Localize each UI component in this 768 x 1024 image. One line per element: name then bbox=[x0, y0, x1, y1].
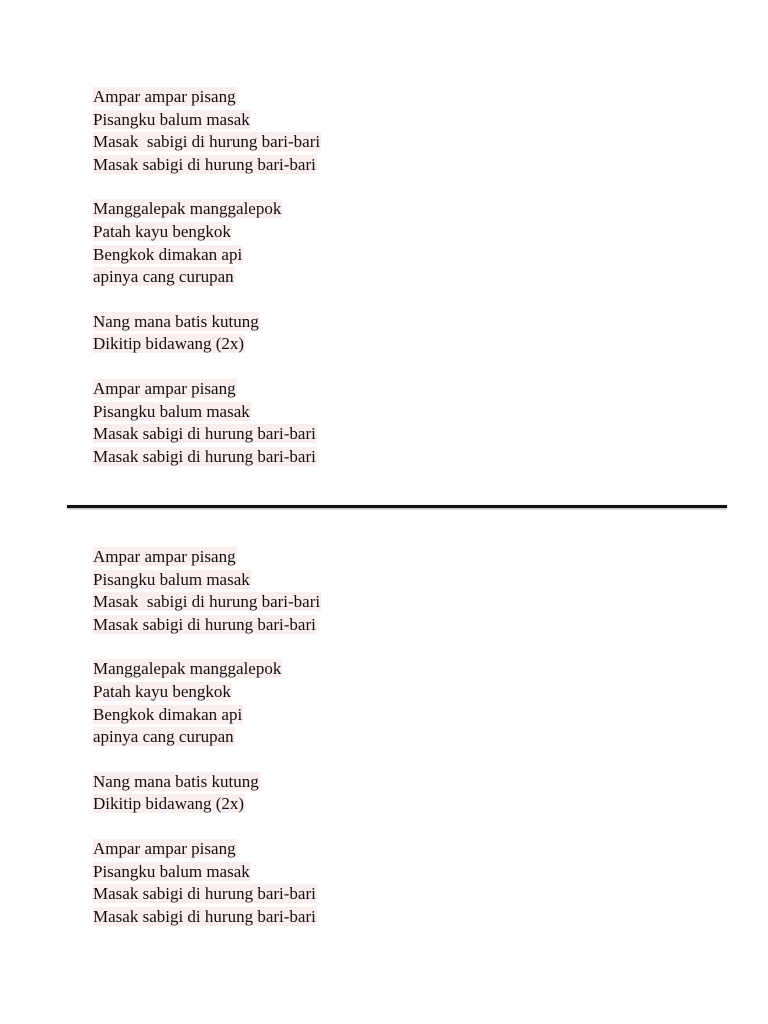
lyric-line: Pisangku balum masak bbox=[93, 401, 250, 421]
lyric-line: apinya cang curupan bbox=[93, 727, 234, 747]
lyric-line: Dikitip bidawang (2x) bbox=[93, 334, 245, 354]
stanza bbox=[93, 378, 513, 468]
lyric-line: Pisangku balum masak bbox=[93, 861, 250, 881]
lyric-line: Dikitip bidawang (2x) bbox=[93, 794, 245, 814]
lyric-line: Masak sabigi di hurung bari-bari bbox=[93, 446, 316, 466]
lyric-line: Ampar ampar pisang bbox=[93, 838, 236, 858]
stanza bbox=[93, 546, 513, 636]
lyric-line: Masak sabigi di hurung bari-bari bbox=[93, 154, 316, 174]
lyric-line: Masak sabigi di hurung bari-bari bbox=[93, 884, 316, 904]
stanza bbox=[93, 771, 513, 816]
lyric-line: Ampar ampar pisang bbox=[93, 87, 236, 106]
lyric-line: Ampar ampar pisang bbox=[93, 378, 236, 398]
stanza bbox=[93, 658, 513, 748]
stanza bbox=[93, 198, 513, 288]
lyric-line: Manggalepak manggalepok bbox=[93, 659, 282, 679]
lyric-line: Manggalepak manggalepok bbox=[93, 199, 282, 219]
lyric-line: Nang mana batis kutung bbox=[93, 311, 259, 331]
page-divider bbox=[67, 505, 727, 508]
stanza bbox=[93, 86, 513, 176]
lyric-line: Masak sabigi di hurung bari-bari bbox=[93, 906, 316, 926]
lyric-line: Ampar ampar pisang bbox=[93, 547, 236, 566]
lyrics-block-top bbox=[93, 86, 513, 468]
stanza bbox=[93, 311, 513, 356]
lyric-line: Patah kayu bengkok bbox=[93, 681, 231, 701]
lyric-line: Nang mana batis kutung bbox=[93, 771, 259, 791]
lyric-line: Pisangku balum masak bbox=[93, 109, 250, 129]
lyric-line: Masak sabigi di hurung bari-bari bbox=[93, 132, 321, 152]
lyric-line: Masak sabigi di hurung bari-bari bbox=[93, 592, 321, 612]
lyrics-block-bottom bbox=[93, 546, 513, 928]
lyric-line: apinya cang curupan bbox=[93, 267, 234, 287]
lyric-line: Bengkok dimakan api bbox=[93, 244, 243, 264]
lyric-line: Masak sabigi di hurung bari-bari bbox=[93, 424, 316, 444]
lyric-line: Masak sabigi di hurung bari-bari bbox=[93, 614, 316, 634]
lyric-line: Pisangku balum masak bbox=[93, 569, 250, 589]
lyric-line: Patah kayu bengkok bbox=[93, 221, 231, 241]
stanza bbox=[93, 838, 513, 928]
lyric-line: Bengkok dimakan api bbox=[93, 704, 243, 724]
